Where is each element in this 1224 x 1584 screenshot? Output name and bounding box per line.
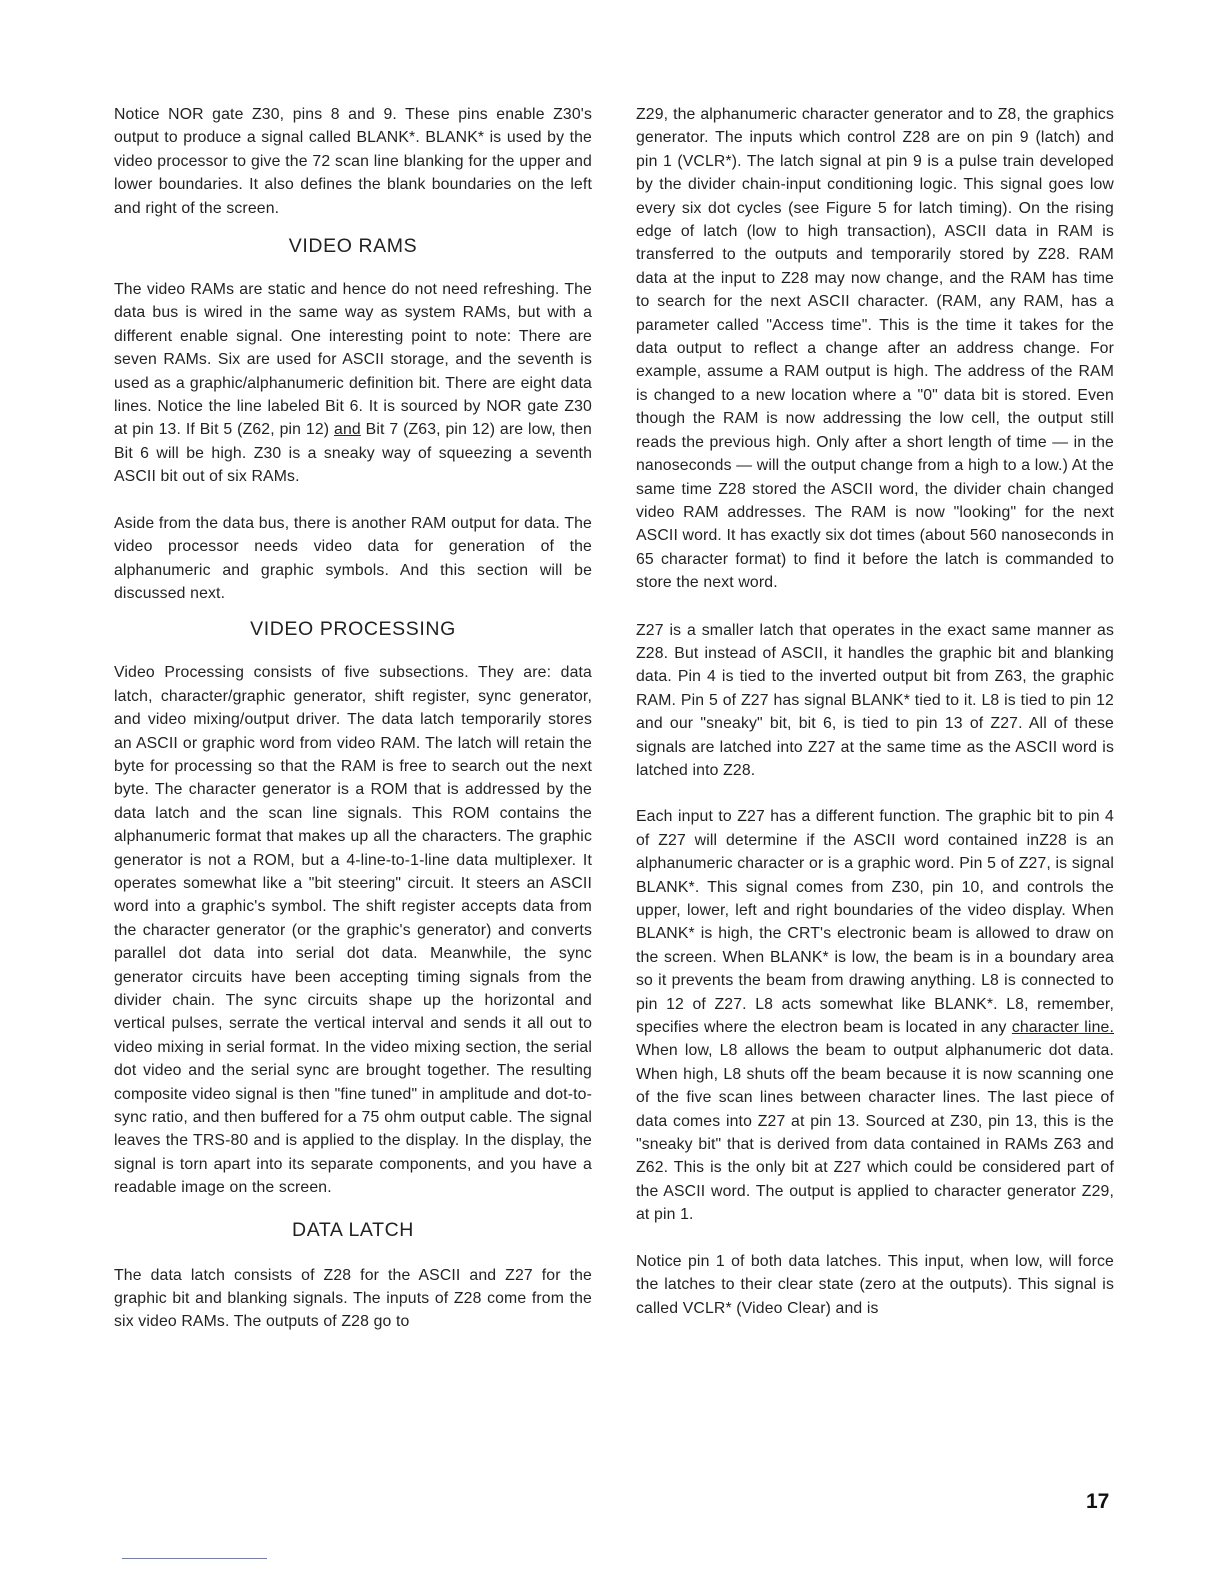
heading-video-rams: VIDEO RAMS	[288, 235, 418, 258]
paragraph-blank-signal: Notice NOR gate Z30, pins 8 and 9. These pins enable Z30's output to produce a signal called BLANK*. BLANK* is used by the video processor to give the 72 scan line blanking for the upper and lower boundaries. It also defines the blank boundaries on the left and right of the screen.	[114, 106, 592, 217]
text-span: When low, L8 allows the beam to output alphanumeric dot data. When high, L8 shuts off the beam because it is now scanning one of the five scan lines between character lines. The last piece of data comes into Z27 at pin 13. Sourced at Z30, pin 13, this is the "sneaky bit" that is derived from data contained in RAMs Z63 and Z62. This is the only bit at Z27 which could be considered part of the ASCII word. The output is applied to character generator Z29, at pin 1.	[636, 1042, 1114, 1224]
paragraph-vclr: Notice pin 1 of both data latches. This input, when low, will force the latches to their clear state (zero at the outputs). This signal is called VCLR* (Video Clear) and is	[636, 1252, 1114, 1317]
left-column	[114, 103, 592, 1334]
underlined-and: and	[334, 421, 361, 439]
text-span: Each input to Z27 has a different function. The graphic bit to pin 4 of Z27 will determine if the ASCII word contained inZ28 is an alphanumeric character or is a graphic word. Pin 5 of Z27, is signal BLANK*. This signal comes from Z30, pin 10, and controls the upper, lower, left and right boundaries of the video display. When BLANK* is high, the CRT's electronic beam is allowed to draw on the screen. When BLANK* is low, the beam is in a boundary area so it prevents the beam from drawing anything. L8 is connected to pin 12 of Z27. L8 acts somewhat like BLANK*. L8, remember, specifies where the electron beam is located in any	[636, 808, 1114, 1037]
paragraph-gap	[636, 782, 1114, 805]
footer-rule	[122, 1558, 267, 1559]
text-span: Bit 7 (Z63, pin 12) are low, then Bit 6 will be high. Z30 is a sneaky way of squeezing a seventh ASCII bit out of six RAMs.	[114, 421, 592, 486]
paragraph-data-latch: The data latch consists of Z28 for the ASCII and Z27 for the graphic bit and blanking signals. The inputs of Z28 come from the six video RAMs. The outputs of Z28 go to	[114, 1266, 592, 1331]
paragraph-gap	[636, 595, 1114, 619]
paragraph-gap	[636, 1227, 1114, 1250]
page-number: 17	[1086, 1490, 1110, 1513]
paragraph-ram-output: Aside from the data bus, there is another RAM output for data. The video processor needs video data for generation of the alphanumeric and graphic symbols. And this section will be discussed next.	[114, 514, 592, 602]
paragraph-z28-latch: Z29, the alphanumeric character generator and to Z8, the graphics generator. The inputs which control Z28 are on pin 9 (latch) and pin 1 (VCLR*). The latch signal at pin 9 is a pulse train developed by the divider chain-input conditioning logic. This signal goes low every six dot cycles (see Figure 5 for latch timing). On the rising edge of latch (low to high transaction), ASCII data in RAM is transferred to the outputs and temporarily stored by Z28. RAM data at the input to Z28 may now change, and the RAM has time to search for the next ASCII character. (RAM, any RAM, has a parameter called "Access time". This is the time it takes for the data output to reflect a change after an address change. For example, assume a RAM output is high. The address of the RAM is changed to a new location where a "0" data bit is stored. Even though the RAM is now addressing the low cell, the output still reads the previous high. Only after a short length of time — in the nanoseconds — will the output change from a high to a low.) At the same time Z28 stored the ASCII word, the divider chain changed video RAM addresses. The RAM is now "looking" for the next ASCII word. It has exactly six dot times (about 560 nanoseconds in 65 character format) to find it before the latch is commanded to store the next word.	[636, 106, 1114, 592]
paragraph-z27-inputs	[636, 805, 1114, 1226]
paragraph-z27-latch: Z27 is a smaller latch that operates in the exact same manner as Z28. But instead of ASCII, it handles the graphic bit and blanking data. Pin 4 is tied to the inverted output bit from Z63, the graphic RAM. Pin 5 of Z27 has signal BLANK* tied to it. L8 is tied to pin 12 and our "sneaky" bit, bit 6, is tied to pin 13 of Z27. All of these signals are latched into Z27 at the same time as the ASCII word is latched into Z28.	[636, 621, 1114, 779]
underlined-character-line: character line.	[1011, 1019, 1114, 1037]
heading-data-latch: DATA LATCH	[292, 1218, 414, 1241]
heading-video-processing: VIDEO PROCESSING	[250, 618, 456, 641]
paragraph-gap	[114, 489, 592, 512]
paragraph-video-rams	[114, 278, 592, 489]
right-column	[636, 103, 1114, 1320]
text-span: The video RAMs are static and hence do not need refreshing. The data bus is wired in the same way as system RAMs, but with a different enable signal. One interesting point to note: There are seven RAMs. Six are used for ASCII storage, and the seventh is used as a graphic/alphanumeric definition bit. There are eight data lines. Notice the line labeled Bit 6. It is sourced by NOR gate Z30 at pin 13. If Bit 5 (Z62, pin 12)	[114, 281, 592, 439]
paragraph-video-processing: Video Processing consists of five subsections. They are: data latch, character/graphic generator, shift register, sync generator, and video mixing/output driver. The data latch temporarily stores an ASCII or graphic word from video RAM. The latch will retain the byte for processing so that the RAM is free to search out the next byte. The character generator is a ROM that is addressed by the data latch and the scan line signals. This ROM contains the alphanumeric format that makes up all the characters. The graphic generator is not a ROM, but a 4-line-to-1-line data multiplexer. It operates somewhat like a "bit steering" circuit. It steers an ASCII word into a graphic's symbol. The shift register accepts data from the character generator (or the graphic's generator) and converts parallel dot data into serial dot data. Meanwhile, the sync generator circuits have been accepting timing signals from the divider chain. The sync circuits shape up the horizontal and vertical pulses, serrate the vertical interval and sends it all out to video mixing in serial format. In the video mixing section, the serial dot video and the serial sync are brought together. The resulting composite video signal is then "fine tuned" in amplitude and dot-to-sync ratio, and then buffered for a 75 ohm output cable. The signal leaves the TRS-80 and is applied to the display. In the display, the signal is torn apart into its separate components, and you have a readable image on the screen.	[114, 664, 592, 1197]
